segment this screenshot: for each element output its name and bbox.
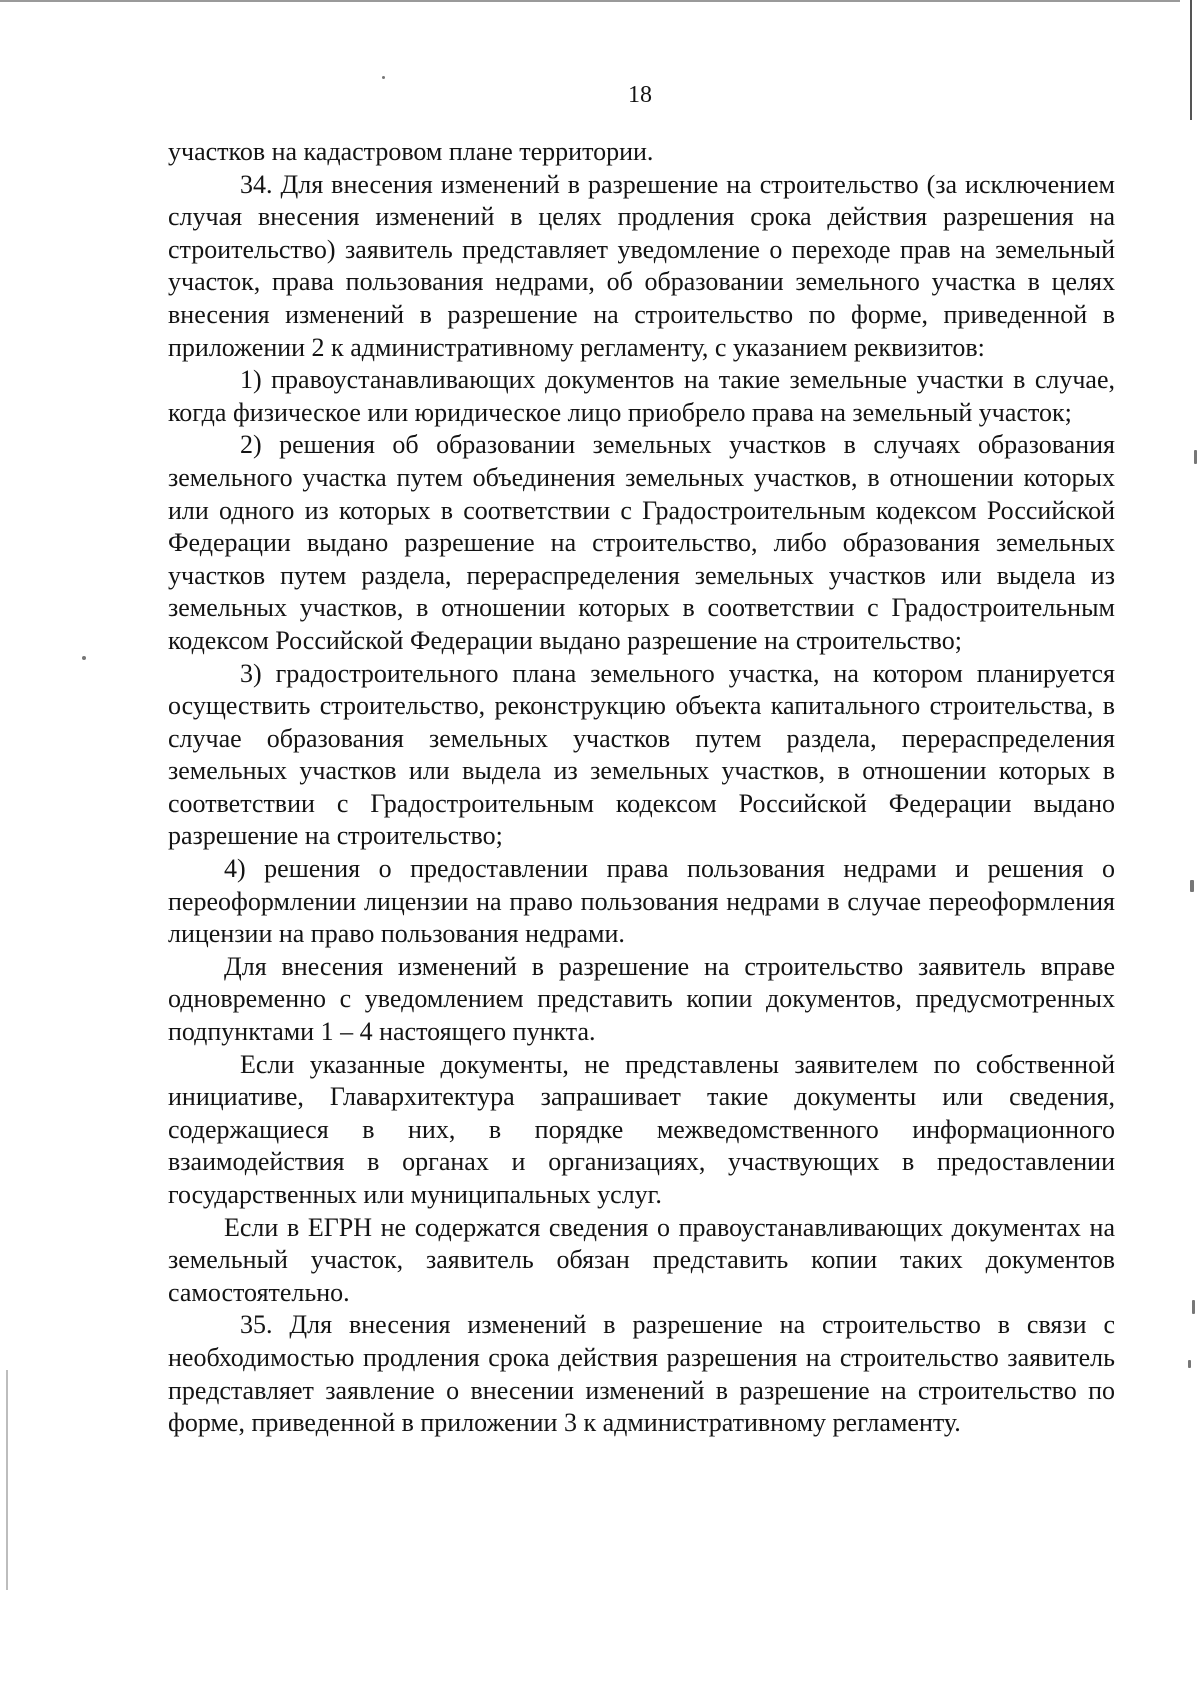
scan-speck	[1194, 450, 1197, 464]
scan-speck	[1188, 1360, 1191, 1368]
scan-speck	[382, 76, 385, 79]
scan-left-edge	[6, 1370, 8, 1590]
paragraph-egrn: Если в ЕГРН не содержатся сведения о правоустанавливающих документах на земельный участок, заявитель обязан представить копии таких документов самостоятельно.	[168, 1212, 1115, 1307]
paragraph-subitem-1: 1) правоустанавливающих документов на такие земельные участки в случае, когда физическое или юридическое лицо приобрело права на земельный участок;	[168, 365, 1115, 427]
page-number: 18	[628, 82, 652, 108]
paragraph-item-35: 35. Для внесения изменений в разрешение на строительство в связи с необходимостью продления срока действия разрешения на строительство заявитель представляет заявление о внесении изменений в разрешение на строительство по форме, приведенной в приложении 3 к административному регламенту.	[168, 1310, 1115, 1438]
paragraph-subitem-2: 2) решения об образовании земельных участков в случаях образования земельного участка путем объединения земельных участков, в отношении которых или одного из которых в соответствии с Градостроительным кодексом Российской Федерации выдано разрешение на строительство, либо образования земельных участков путем раздела, перераспределения земельных участков или выдела из земельных участков, в отношении которых в соответствии с Градостроительным кодексом Российской Федерации выдано разрешение на строительство;	[168, 430, 1115, 655]
scan-speck	[1190, 880, 1194, 892]
paragraph-subitem-3: 3) градостроительного плана земельного участка, на котором планируется осуществить строительство, реконструкцию объекта капитального строительства, в случае образования земельных участков путем раздела, перераспределения земельных участков или выдела из земельных участков, в отношении которых в соответствии с Градостроительным кодексом Российской Федерации выдано разрешение на строительство;	[168, 658, 1115, 851]
paragraph-item-34: 34. Для внесения изменений в разрешение на строительство (за исключением случая внесения изменений в целях продления срока действия разрешения на строительство) заявитель представляет уведомление о переходе прав на земельный участок, права пользования недрами, об образовании земельного участка в целях внесения изменений в разрешение на строительство по форме, приведенной в приложении 2 к административному регламенту, с указанием реквизитов:	[168, 169, 1115, 362]
scan-speck	[82, 656, 86, 660]
document-body	[168, 136, 1115, 1440]
paragraph-interagency-request: Если указанные документы, не представлены заявителем по собственной инициативе, Главархитектура запрашивает такие документы или сведения, содержащиеся в них, в порядке межведомственного информационного взаимодействия в органах и организациях, участвующих в предоставлении государственных или муниципальных услуг.	[168, 1049, 1115, 1209]
scan-speck	[1192, 1300, 1195, 1314]
scan-top-edge	[0, 0, 1180, 2]
paragraph-continuation: участков на кадастровом плане территории.	[168, 137, 654, 166]
paragraph-right-to-submit: Для внесения изменений в разрешение на строительство заявитель вправе одновременно с уведомлением представить копии документов, предусмотренных подпунктами 1 – 4 настоящего пункта.	[168, 951, 1115, 1047]
paragraph-subitem-4: 4) решения о предоставлении права пользования недрами и решения о переоформлении лицензии на право пользования недрами в случае переоформления лицензии на право пользования недрами.	[168, 854, 1115, 949]
